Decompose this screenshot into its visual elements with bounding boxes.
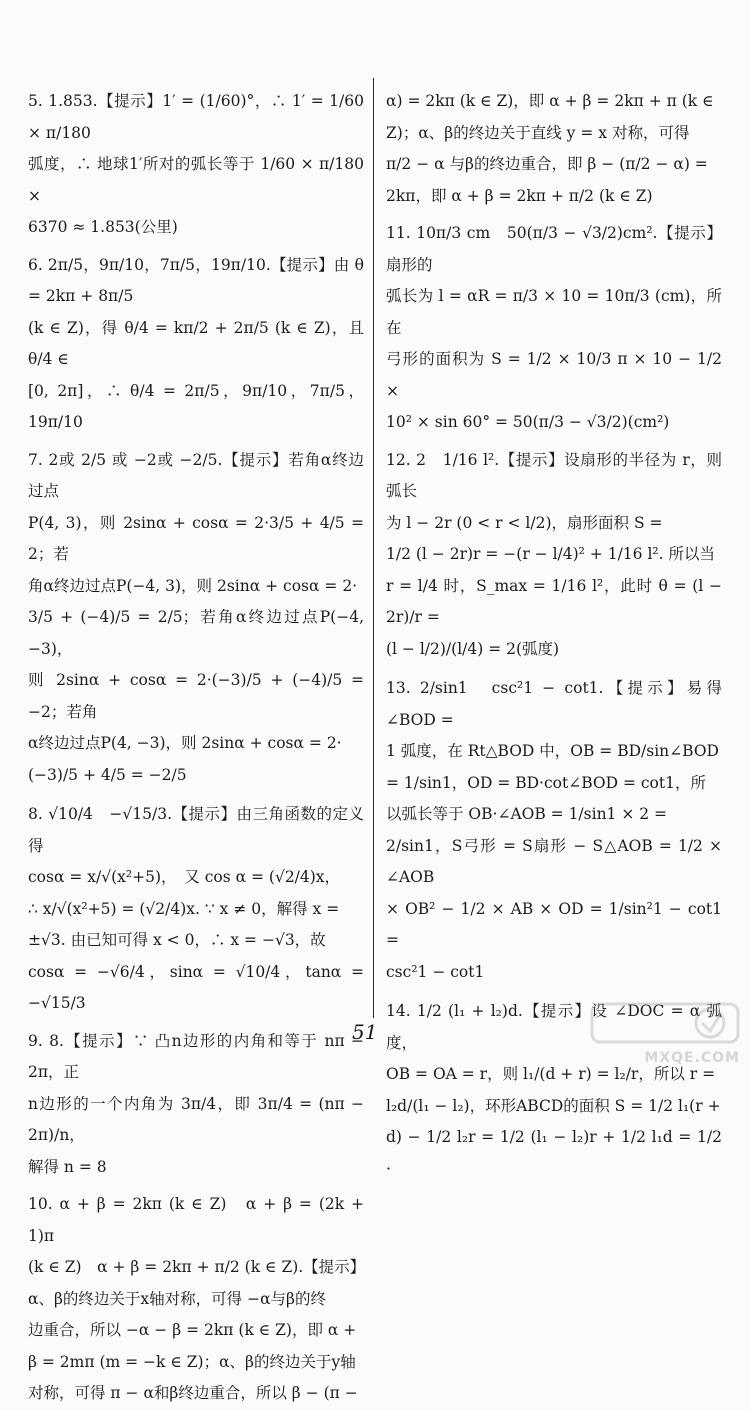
text-line: d) − 1/2 l₂r = 1/2 (l₁ − l₂)r + 1/2 l₁d = 1/2 · bbox=[386, 1128, 722, 1178]
text-line: × OB² − 1/2 × AB × OD = 1/sin²1 − cot1 = bbox=[386, 899, 722, 949]
text-line: 弧长为 l = αR = π/3 × 10 = 10π/3 (cm)，所在 bbox=[386, 287, 722, 337]
watermark-logo-icon bbox=[590, 1000, 740, 1046]
text-line: 边重合，所以 −α − β = 2kπ (k ∈ Z)，即 α + bbox=[28, 1321, 357, 1339]
left-column bbox=[28, 86, 364, 1410]
text-line: 以弧长等于 OB·∠AOB = 1/sin1 × 2 = bbox=[386, 805, 668, 823]
text-line: α终边过点P(4, −3)，则 2sinα + cosα = 2· bbox=[28, 734, 342, 752]
text-line: (l − l/2)/(l/4) = 2(弧度) bbox=[386, 639, 560, 658]
text-line: 3/5 + (−4)/5 = 2/5；若角α终边过点P(−4, −3)， bbox=[28, 608, 364, 658]
text-line: [0, 2π]，∴ θ/4 = 2π/5，9π/10，7π/5，19π/10 bbox=[28, 381, 364, 431]
column-divider bbox=[373, 78, 374, 1018]
problem-10 bbox=[28, 1189, 364, 1410]
text-line: l₂d/(l₁ − l₂)，环形ABCD的面积 S = 1/2 l₁(r + bbox=[386, 1096, 721, 1115]
text-line: ±√3. 由已知可得 x < 0，∴ x = −√3，故 bbox=[28, 931, 326, 949]
text-line: 2kπ，即 α + β = 2kπ + π/2 (k ∈ Z) bbox=[386, 186, 653, 205]
text-line: 11. 10π/3 cm 50(π/3 − √3/2)cm².【提示】扇形的 bbox=[386, 224, 722, 274]
text-line: 解得 n = 8 bbox=[28, 1157, 107, 1176]
text-line: r = l/4 时，S_max = 1/16 l²，此时 θ = (l − 2r)/r = bbox=[386, 576, 722, 626]
text-line: 9. 8.【提示】∵ 凸n边形的内角和等于 nπ − 2π，正 bbox=[28, 1031, 364, 1081]
problem-9 bbox=[28, 1026, 364, 1184]
text-line: π/2 − α 与β的终边重合，即 β − (π/2 − α) = bbox=[386, 155, 708, 173]
problem-11 bbox=[386, 218, 722, 439]
text-line: 7. 2或 2/5 或 −2或 −2/5.【提示】若角α终边过点 bbox=[28, 450, 364, 500]
problem-13 bbox=[386, 673, 722, 988]
text-line: 则 2sinα + cosα = 2·(−3)/5 + (−4)/5 = −2；若角 bbox=[28, 671, 364, 721]
problem-8 bbox=[28, 799, 364, 1020]
text-line: 2/sin1，S弓形 = S扇形 − S△AOB = 1/2 × ∠AOB bbox=[386, 836, 722, 886]
text-line: α、β的终边关于x轴对称，可得 −α与β的终 bbox=[28, 1289, 327, 1308]
text-line: 10² × sin 60° = 50(π/3 − √3/2)(cm²) bbox=[386, 413, 670, 431]
text-line: 13. 2/sin1 csc²1 − cot1.【提示】易得 ∠BOD = bbox=[386, 679, 722, 729]
text-line: 为 l − 2r (0 < r < l/2)，扇形面积 S = bbox=[386, 513, 663, 532]
problem-5 bbox=[28, 86, 364, 244]
text-line: (−3)/5 + 4/5 = −2/5 bbox=[28, 765, 187, 784]
text-line: α) = 2kπ (k ∈ Z)，即 α + β = 2kπ + π (k ∈ bbox=[386, 92, 714, 110]
text-line: 14. 1/2 (l₁ + l₂)d.【提示】设 ∠DOC = α 弧度， bbox=[386, 1002, 722, 1052]
problem-12 bbox=[386, 445, 722, 666]
text-line: 12. 2 1/16 l².【提示】设扇形的半径为 r，则弧长 bbox=[386, 450, 722, 500]
text-line: 8. √10/4 −√15/3.【提示】由三角函数的定义得 bbox=[28, 805, 364, 855]
text-line: 对称，可得 π − α和β终边重合，所以 β − (π − bbox=[28, 1384, 358, 1402]
text-line: = 1/sin1，OD = BD·cot∠BOD = cot1，所 bbox=[386, 773, 706, 792]
text-line: (k ∈ Z)，得 θ/4 = kπ/2 + 2π/5 (k ∈ Z)，且 θ/4 ∈ bbox=[28, 318, 364, 368]
text-line: n边形的一个内角为 3π/4，即 3π/4 = (nπ − 2π)/n， bbox=[28, 1094, 364, 1144]
text-line: Z)；α、β的终边关于直线 y = x 对称，可得 bbox=[386, 123, 690, 142]
text-line: cosα = −√6/4，sinα = √10/4，tanα = −√15/3 bbox=[28, 962, 364, 1012]
text-line: 弧度，∴ 地球1′所对的弧长等于 1/60 × π/180 × bbox=[28, 155, 364, 205]
text-line: 1 弧度，在 Rt△BOD 中，OB = BD/sin∠BOD bbox=[386, 742, 719, 760]
watermark-url: MXQE.COM bbox=[644, 1050, 740, 1066]
watermark bbox=[590, 1000, 740, 1066]
text-line: cosα = x/√(x²+5)， 又 cos α = (√2/4)x， bbox=[28, 868, 341, 886]
text-line: 5. 1.853.【提示】1′ = (1/60)°，∴ 1′ = 1/60 × π/180 bbox=[28, 92, 364, 142]
text-line: 10. α + β = 2kπ (k ∈ Z) α + β = (2k + 1)π bbox=[28, 1195, 364, 1245]
text-line: 6. 2π/5，9π/10，7π/5，19π/10.【提示】由 θ = 2kπ + 8π/5 bbox=[28, 255, 364, 305]
text-line: OB = OA = r，则 l₁/(d + r) = l₂/r，所以 r = bbox=[386, 1065, 716, 1083]
text-line: (k ∈ Z) α + β = 2kπ + π/2 (k ∈ Z).【提示】 bbox=[28, 1258, 366, 1276]
text-line: 1/2 (l − 2r)r = −(r − l/4)² + 1/16 l². 所以当 bbox=[386, 545, 715, 563]
text-line: csc²1 − cot1 bbox=[386, 962, 485, 981]
text-line: ∴ x/√(x²+5) = (√2/4)x. ∵ x ≠ 0，解得 x = bbox=[28, 899, 340, 918]
page-number: 51 bbox=[352, 1020, 378, 1044]
text-line: 6370 ≈ 1.853(公里) bbox=[28, 218, 178, 236]
text-line: β = 2mπ (m = −k ∈ Z)；α、β的终边关于y轴 bbox=[28, 1352, 356, 1371]
problem-6 bbox=[28, 250, 364, 439]
text-line: P(4, 3)，则 2sinα + cosα = 2·3/5 + 4/5 = 2；若 bbox=[28, 513, 364, 563]
problem-7 bbox=[28, 445, 364, 792]
text-line: 弓形的面积为 S = 1/2 × 10/3 π × 10 − 1/2 × bbox=[386, 350, 722, 400]
text-line: 角α终边过点P(−4, 3)，则 2sinα + cosα = 2· bbox=[28, 576, 358, 595]
problem-10-continued bbox=[386, 86, 722, 212]
